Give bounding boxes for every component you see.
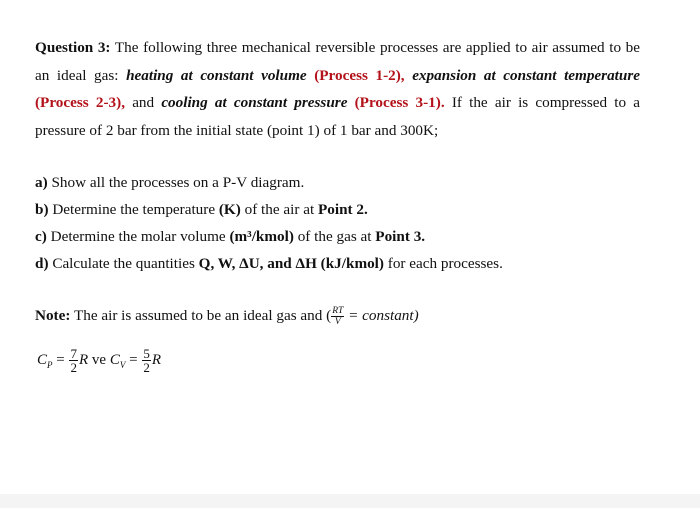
fraction-5-2-num: 5 [143,346,150,361]
fraction-numerator: RT [332,306,344,316]
process-3-name: cooling at constant pressure [161,94,348,111]
equals-1: = [52,351,69,368]
ve-word: ve [88,351,110,368]
r-symbol-2: R [151,351,161,368]
question-label: Question 3: [35,39,111,56]
rt-over-v-fraction [331,306,344,327]
part-b-unit: (K) [218,201,241,218]
part-a-text: Show all the processes on a P-V diagram. [47,174,305,191]
note-line [35,306,419,327]
fraction-denominator: V [334,317,341,327]
part-d-label: d) [35,255,49,272]
part-d [35,255,503,273]
note-equation: = constant) [344,306,419,324]
question-intro: The following three mechanical reversible processes are applied to air assumed to be an ideal gas: [35,39,640,84]
fraction-5-2 [142,347,151,374]
part-c-label: c) [35,228,47,245]
question-condition: If the air is compressed to a pressure of 2 bar from the initial state (point 1) of 1 bar and 300K; [35,94,641,139]
fraction-7-2 [69,347,78,374]
cv-symbol: C [109,351,120,368]
part-b-label: b) [35,201,49,218]
note-text: The air is assumed to be an ideal gas and ( [70,306,332,324]
r-symbol-1: R [78,351,89,368]
fraction-5-2-den: 2 [143,360,150,375]
part-c-text-2: of the gas at [293,228,376,245]
process-2-tag: (Process 2-3), [35,94,125,111]
equals-2: = [125,351,142,368]
part-c-unit: (m³/kmol) [229,228,294,245]
part-b-text: Determine the temperature [48,201,219,218]
process-1-tag: (Process 1-2), [306,66,405,84]
question-and: and [125,94,162,111]
heat-capacity-formula [37,347,161,374]
part-b-point: Point 2. [317,201,368,218]
process-1-name: heating at constant volume [126,66,307,84]
cp-subscript: P [47,359,53,370]
part-d-text-2: for each processes. [383,255,503,272]
fraction-7-2-den: 2 [70,360,77,375]
bottom-strip [0,494,700,508]
cv-subscript: V [119,359,126,370]
process-3-tag: (Process 3-1). [347,94,445,111]
part-d-text: Calculate the quantities [48,255,199,272]
part-d-quantities: Q, W, ΔU, and ΔH (kJ/kmol) [198,255,384,272]
process-2-name: expansion at constant temperature [404,66,640,84]
note-label: Note: [35,306,71,324]
part-b [35,201,368,219]
part-a [35,174,304,192]
part-b-text-2: of the air at [240,201,318,218]
part-c-point: Point 3. [375,228,426,245]
question-paragraph [35,34,640,144]
part-c-text: Determine the molar volume [46,228,230,245]
part-c [35,228,425,246]
cp-symbol: C [37,351,48,368]
fraction-7-2-num: 7 [70,346,77,361]
part-a-label: a) [35,174,48,191]
